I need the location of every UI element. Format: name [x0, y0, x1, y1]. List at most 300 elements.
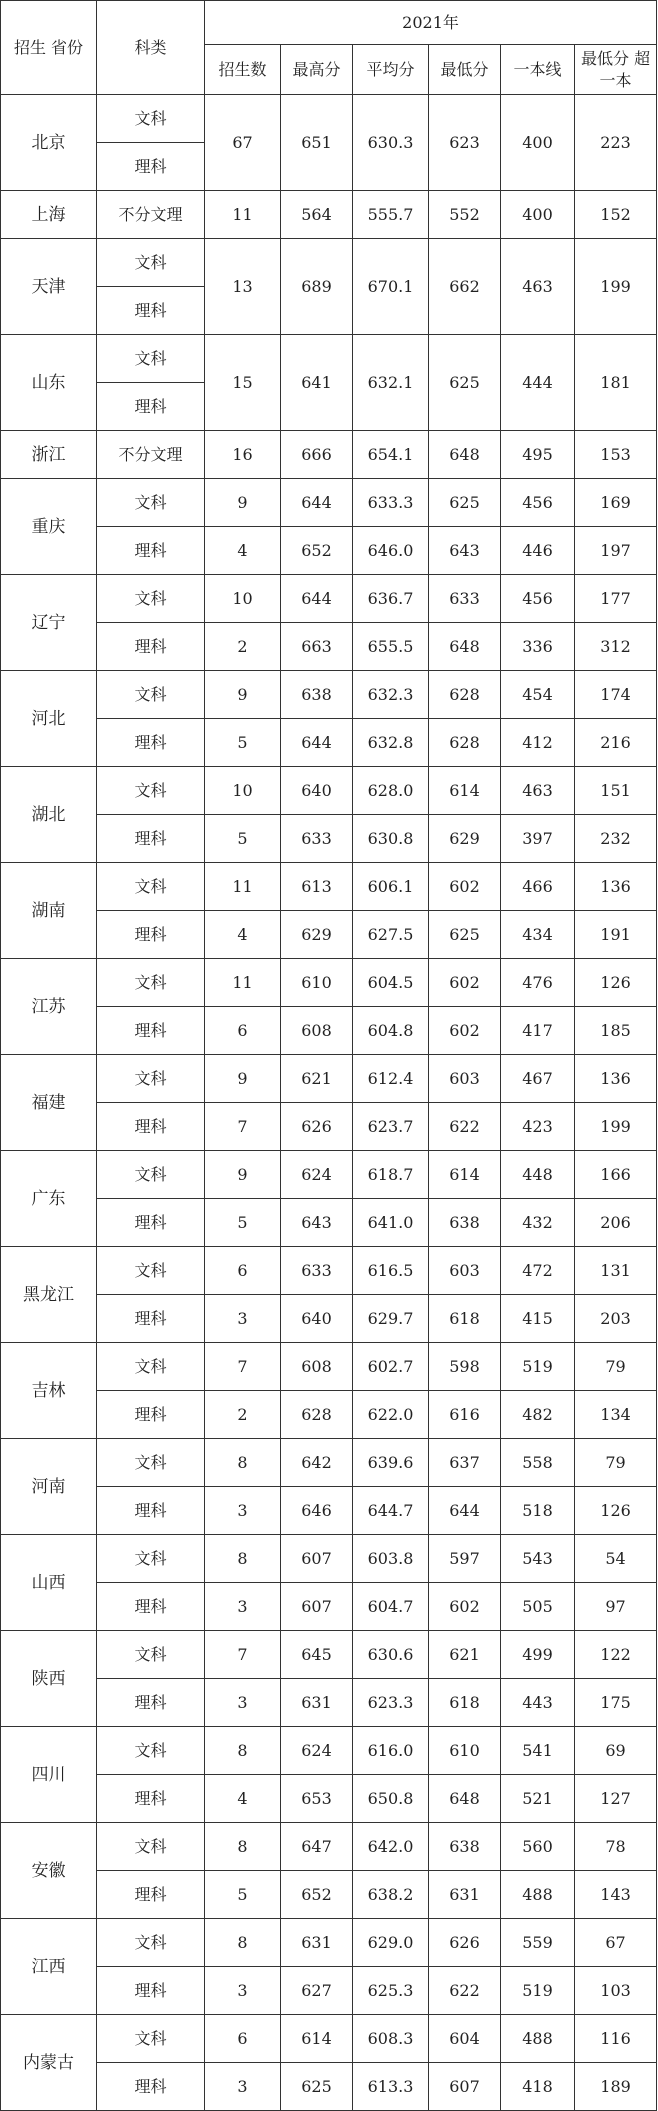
- category-cell: 文科: [97, 95, 205, 143]
- max-score-cell: 607: [281, 1583, 353, 1631]
- header-max-score: 最高分: [281, 45, 353, 95]
- avg-score-cell: 630.8: [353, 815, 429, 863]
- enrolled-cell: 3: [205, 1487, 281, 1535]
- enrolled-cell: 15: [205, 335, 281, 431]
- table-row: [1, 1439, 657, 1487]
- avg-score-cell: 630.3: [353, 95, 429, 191]
- table-row: [1, 1487, 657, 1535]
- enrolled-cell: 9: [205, 671, 281, 719]
- enrolled-cell: 8: [205, 1823, 281, 1871]
- tier1-line-cell: 456: [501, 575, 575, 623]
- tier1-line-cell: 521: [501, 1775, 575, 1823]
- avg-score-cell: 623.3: [353, 1679, 429, 1727]
- avg-score-cell: 604.7: [353, 1583, 429, 1631]
- tier1-line-cell: 412: [501, 719, 575, 767]
- province-cell: 河北: [1, 671, 97, 767]
- min-score-cell: 622: [429, 1103, 501, 1151]
- category-cell: 理科: [97, 719, 205, 767]
- enrolled-cell: 10: [205, 575, 281, 623]
- enrolled-cell: 7: [205, 1103, 281, 1151]
- category-cell: 文科: [97, 671, 205, 719]
- enrolled-cell: 9: [205, 479, 281, 527]
- table-row: [1, 1679, 657, 1727]
- avg-score-cell: 616.5: [353, 1247, 429, 1295]
- min-score-cell: 614: [429, 1151, 501, 1199]
- table-row: [1, 1295, 657, 1343]
- min-above-tier1-cell: 199: [575, 239, 657, 335]
- min-score-cell: 622: [429, 1967, 501, 2015]
- max-score-cell: 614: [281, 2015, 353, 2063]
- tier1-line-cell: 444: [501, 335, 575, 431]
- category-cell: 不分文理: [97, 191, 205, 239]
- tier1-line-cell: 463: [501, 767, 575, 815]
- min-score-cell: 602: [429, 1007, 501, 1055]
- province-cell: 浙江: [1, 431, 97, 479]
- category-cell: 理科: [97, 1007, 205, 1055]
- table-row: [1, 1583, 657, 1631]
- avg-score-cell: 632.1: [353, 335, 429, 431]
- min-above-tier1-cell: 116: [575, 2015, 657, 2063]
- enrolled-cell: 3: [205, 1583, 281, 1631]
- category-cell: 理科: [97, 1775, 205, 1823]
- province-cell: 湖南: [1, 863, 97, 959]
- province-cell: 北京: [1, 95, 97, 191]
- enrolled-cell: 11: [205, 191, 281, 239]
- category-cell: 文科: [97, 1151, 205, 1199]
- table-row: [1, 1919, 657, 1967]
- category-cell: 理科: [97, 527, 205, 575]
- max-score-cell: 644: [281, 479, 353, 527]
- max-score-cell: 624: [281, 1727, 353, 1775]
- min-above-tier1-cell: 131: [575, 1247, 657, 1295]
- avg-score-cell: 623.7: [353, 1103, 429, 1151]
- enrolled-cell: 7: [205, 1631, 281, 1679]
- enrolled-cell: 2: [205, 1391, 281, 1439]
- category-cell: 文科: [97, 1343, 205, 1391]
- category-cell: 文科: [97, 1055, 205, 1103]
- table-row: [1, 479, 657, 527]
- max-score-cell: 666: [281, 431, 353, 479]
- table-row: [1, 1103, 657, 1151]
- tier1-line-cell: 443: [501, 1679, 575, 1727]
- category-cell: 文科: [97, 767, 205, 815]
- min-above-tier1-cell: 169: [575, 479, 657, 527]
- avg-score-cell: 650.8: [353, 1775, 429, 1823]
- max-score-cell: 689: [281, 239, 353, 335]
- min-above-tier1-cell: 312: [575, 623, 657, 671]
- table-row: [1, 2015, 657, 2063]
- tier1-line-cell: 432: [501, 1199, 575, 1247]
- max-score-cell: 652: [281, 1871, 353, 1919]
- table-row: [1, 335, 657, 383]
- table-row: [1, 431, 657, 479]
- min-above-tier1-cell: 134: [575, 1391, 657, 1439]
- enrolled-cell: 6: [205, 2015, 281, 2063]
- min-above-tier1-cell: 97: [575, 1583, 657, 1631]
- avg-score-cell: 603.8: [353, 1535, 429, 1583]
- enrolled-cell: 8: [205, 1727, 281, 1775]
- min-above-tier1-cell: 122: [575, 1631, 657, 1679]
- tier1-line-cell: 482: [501, 1391, 575, 1439]
- max-score-cell: 646: [281, 1487, 353, 1535]
- max-score-cell: 631: [281, 1679, 353, 1727]
- min-score-cell: 625: [429, 911, 501, 959]
- table-row: [1, 575, 657, 623]
- tier1-line-cell: 466: [501, 863, 575, 911]
- category-cell: 文科: [97, 335, 205, 383]
- min-above-tier1-cell: 203: [575, 1295, 657, 1343]
- min-score-cell: 597: [429, 1535, 501, 1583]
- category-cell: 理科: [97, 1583, 205, 1631]
- table-row: [1, 191, 657, 239]
- min-above-tier1-cell: 174: [575, 671, 657, 719]
- province-cell: 辽宁: [1, 575, 97, 671]
- enrolled-cell: 67: [205, 95, 281, 191]
- min-score-cell: 621: [429, 1631, 501, 1679]
- table-row: [1, 719, 657, 767]
- max-score-cell: 645: [281, 1631, 353, 1679]
- tier1-line-cell: 519: [501, 1967, 575, 2015]
- min-score-cell: 633: [429, 575, 501, 623]
- table-row: [1, 815, 657, 863]
- avg-score-cell: 612.4: [353, 1055, 429, 1103]
- max-score-cell: 624: [281, 1151, 353, 1199]
- avg-score-cell: 555.7: [353, 191, 429, 239]
- table-row: [1, 1343, 657, 1391]
- enrolled-cell: 7: [205, 1343, 281, 1391]
- max-score-cell: 638: [281, 671, 353, 719]
- enrolled-cell: 9: [205, 1151, 281, 1199]
- min-above-tier1-cell: 153: [575, 431, 657, 479]
- max-score-cell: 629: [281, 911, 353, 959]
- min-score-cell: 614: [429, 767, 501, 815]
- min-above-tier1-cell: 54: [575, 1535, 657, 1583]
- tier1-line-cell: 418: [501, 2063, 575, 2111]
- min-above-tier1-cell: 126: [575, 959, 657, 1007]
- enrolled-cell: 6: [205, 1247, 281, 1295]
- min-above-tier1-cell: 126: [575, 1487, 657, 1535]
- header-year: 2021年: [205, 1, 657, 45]
- tier1-line-cell: 518: [501, 1487, 575, 1535]
- min-above-tier1-cell: 143: [575, 1871, 657, 1919]
- header-enrolled: 招生数: [205, 45, 281, 95]
- province-cell: 山西: [1, 1535, 97, 1631]
- min-score-cell: 610: [429, 1727, 501, 1775]
- enrolled-cell: 11: [205, 863, 281, 911]
- min-above-tier1-cell: 185: [575, 1007, 657, 1055]
- min-score-cell: 628: [429, 671, 501, 719]
- enrolled-cell: 16: [205, 431, 281, 479]
- province-cell: 重庆: [1, 479, 97, 575]
- max-score-cell: 628: [281, 1391, 353, 1439]
- enrolled-cell: 3: [205, 1295, 281, 1343]
- max-score-cell: 663: [281, 623, 353, 671]
- category-cell: 理科: [97, 383, 205, 431]
- enrolled-cell: 10: [205, 767, 281, 815]
- avg-score-cell: 654.1: [353, 431, 429, 479]
- province-cell: 天津: [1, 239, 97, 335]
- min-above-tier1-cell: 136: [575, 1055, 657, 1103]
- avg-score-cell: 629.0: [353, 1919, 429, 1967]
- province-cell: 江苏: [1, 959, 97, 1055]
- category-cell: 理科: [97, 1871, 205, 1919]
- category-cell: 理科: [97, 1967, 205, 2015]
- province-cell: 湖北: [1, 767, 97, 863]
- enrolled-cell: 3: [205, 2063, 281, 2111]
- tier1-line-cell: 446: [501, 527, 575, 575]
- category-cell: 文科: [97, 1727, 205, 1775]
- max-score-cell: 621: [281, 1055, 353, 1103]
- avg-score-cell: 646.0: [353, 527, 429, 575]
- min-above-tier1-cell: 216: [575, 719, 657, 767]
- min-score-cell: 638: [429, 1199, 501, 1247]
- min-score-cell: 638: [429, 1823, 501, 1871]
- category-cell: 文科: [97, 863, 205, 911]
- province-cell: 山东: [1, 335, 97, 431]
- avg-score-cell: 644.7: [353, 1487, 429, 1535]
- category-cell: 理科: [97, 143, 205, 191]
- table-row: [1, 1391, 657, 1439]
- min-above-tier1-cell: 127: [575, 1775, 657, 1823]
- max-score-cell: 608: [281, 1343, 353, 1391]
- avg-score-cell: 604.8: [353, 1007, 429, 1055]
- category-cell: 理科: [97, 1487, 205, 1535]
- min-above-tier1-cell: 79: [575, 1343, 657, 1391]
- min-score-cell: 631: [429, 1871, 501, 1919]
- max-score-cell: 633: [281, 815, 353, 863]
- tier1-line-cell: 434: [501, 911, 575, 959]
- min-above-tier1-cell: 191: [575, 911, 657, 959]
- max-score-cell: 610: [281, 959, 353, 1007]
- min-score-cell: 552: [429, 191, 501, 239]
- province-cell: 上海: [1, 191, 97, 239]
- min-score-cell: 644: [429, 1487, 501, 1535]
- header-min-score: 最低分: [429, 45, 501, 95]
- enrolled-cell: 8: [205, 1439, 281, 1487]
- category-cell: 文科: [97, 2015, 205, 2063]
- min-score-cell: 625: [429, 335, 501, 431]
- category-cell: 理科: [97, 287, 205, 335]
- category-cell: 理科: [97, 1391, 205, 1439]
- category-cell: 文科: [97, 1919, 205, 1967]
- max-score-cell: 653: [281, 1775, 353, 1823]
- avg-score-cell: 613.3: [353, 2063, 429, 2111]
- avg-score-cell: 633.3: [353, 479, 429, 527]
- header-min-above-tier1: 最低分 超一本: [575, 45, 657, 95]
- min-score-cell: 648: [429, 623, 501, 671]
- avg-score-cell: 606.1: [353, 863, 429, 911]
- max-score-cell: 652: [281, 527, 353, 575]
- table-row: [1, 767, 657, 815]
- min-score-cell: 637: [429, 1439, 501, 1487]
- tier1-line-cell: 505: [501, 1583, 575, 1631]
- category-cell: 理科: [97, 1103, 205, 1151]
- category-cell: 文科: [97, 1823, 205, 1871]
- enrolled-cell: 5: [205, 1871, 281, 1919]
- tier1-line-cell: 488: [501, 1871, 575, 1919]
- min-above-tier1-cell: 103: [575, 1967, 657, 2015]
- tier1-line-cell: 400: [501, 191, 575, 239]
- max-score-cell: 608: [281, 1007, 353, 1055]
- table-row: [1, 1007, 657, 1055]
- min-above-tier1-cell: 175: [575, 1679, 657, 1727]
- table-row: [1, 671, 657, 719]
- min-above-tier1-cell: 181: [575, 335, 657, 431]
- tier1-line-cell: 448: [501, 1151, 575, 1199]
- category-cell: 文科: [97, 1631, 205, 1679]
- table-row: [1, 1055, 657, 1103]
- table-row: [1, 959, 657, 1007]
- table-row: [1, 1631, 657, 1679]
- enrolled-cell: 5: [205, 1199, 281, 1247]
- avg-score-cell: 627.5: [353, 911, 429, 959]
- province-cell: 四川: [1, 1727, 97, 1823]
- enrolled-cell: 4: [205, 911, 281, 959]
- enrolled-cell: 9: [205, 1055, 281, 1103]
- max-score-cell: 564: [281, 191, 353, 239]
- table-row: [1, 1967, 657, 2015]
- tier1-line-cell: 423: [501, 1103, 575, 1151]
- max-score-cell: 641: [281, 335, 353, 431]
- header-avg-score: 平均分: [353, 45, 429, 95]
- header-province: 招生 省份: [1, 1, 97, 95]
- tier1-line-cell: 397: [501, 815, 575, 863]
- enrolled-cell: 2: [205, 623, 281, 671]
- tier1-line-cell: 467: [501, 1055, 575, 1103]
- tier1-line-cell: 476: [501, 959, 575, 1007]
- avg-score-cell: 618.7: [353, 1151, 429, 1199]
- enrolled-cell: 3: [205, 1679, 281, 1727]
- avg-score-cell: 670.1: [353, 239, 429, 335]
- min-score-cell: 602: [429, 1583, 501, 1631]
- table-row: [1, 1823, 657, 1871]
- max-score-cell: 644: [281, 575, 353, 623]
- min-score-cell: 618: [429, 1679, 501, 1727]
- enrolled-cell: 13: [205, 239, 281, 335]
- category-cell: 理科: [97, 1199, 205, 1247]
- tier1-line-cell: 543: [501, 1535, 575, 1583]
- category-cell: 理科: [97, 2063, 205, 2111]
- table-header: [1, 1, 657, 95]
- province-cell: 内蒙古: [1, 2015, 97, 2111]
- tier1-line-cell: 541: [501, 1727, 575, 1775]
- min-above-tier1-cell: 189: [575, 2063, 657, 2111]
- category-cell: 文科: [97, 239, 205, 287]
- tier1-line-cell: 456: [501, 479, 575, 527]
- tier1-line-cell: 454: [501, 671, 575, 719]
- min-above-tier1-cell: 78: [575, 1823, 657, 1871]
- min-score-cell: 648: [429, 431, 501, 479]
- avg-score-cell: 622.0: [353, 1391, 429, 1439]
- category-cell: 理科: [97, 1295, 205, 1343]
- min-score-cell: 602: [429, 959, 501, 1007]
- table-row: [1, 863, 657, 911]
- min-score-cell: 603: [429, 1055, 501, 1103]
- max-score-cell: 613: [281, 863, 353, 911]
- avg-score-cell: 636.7: [353, 575, 429, 623]
- table-row: [1, 1535, 657, 1583]
- enrolled-cell: 8: [205, 1535, 281, 1583]
- min-above-tier1-cell: 152: [575, 191, 657, 239]
- min-score-cell: 602: [429, 863, 501, 911]
- min-above-tier1-cell: 79: [575, 1439, 657, 1487]
- enrolled-cell: 6: [205, 1007, 281, 1055]
- avg-score-cell: 639.6: [353, 1439, 429, 1487]
- enrolled-cell: 5: [205, 719, 281, 767]
- table-row: [1, 239, 657, 287]
- min-score-cell: 648: [429, 1775, 501, 1823]
- avg-score-cell: 630.6: [353, 1631, 429, 1679]
- min-score-cell: 604: [429, 2015, 501, 2063]
- avg-score-cell: 604.5: [353, 959, 429, 1007]
- table-body: [1, 95, 657, 2111]
- max-score-cell: 631: [281, 1919, 353, 1967]
- tier1-line-cell: 472: [501, 1247, 575, 1295]
- category-cell: 文科: [97, 1535, 205, 1583]
- min-above-tier1-cell: 136: [575, 863, 657, 911]
- tier1-line-cell: 499: [501, 1631, 575, 1679]
- table-row: [1, 95, 657, 143]
- tier1-line-cell: 559: [501, 1919, 575, 1967]
- avg-score-cell: 642.0: [353, 1823, 429, 1871]
- tier1-line-cell: 560: [501, 1823, 575, 1871]
- avg-score-cell: 602.7: [353, 1343, 429, 1391]
- min-above-tier1-cell: 151: [575, 767, 657, 815]
- category-cell: 理科: [97, 911, 205, 959]
- max-score-cell: 643: [281, 1199, 353, 1247]
- enrolled-cell: 4: [205, 1775, 281, 1823]
- min-score-cell: 628: [429, 719, 501, 767]
- min-above-tier1-cell: 177: [575, 575, 657, 623]
- min-score-cell: 629: [429, 815, 501, 863]
- enrolled-cell: 4: [205, 527, 281, 575]
- min-above-tier1-cell: 166: [575, 1151, 657, 1199]
- tier1-line-cell: 488: [501, 2015, 575, 2063]
- max-score-cell: 627: [281, 1967, 353, 2015]
- category-cell: 理科: [97, 623, 205, 671]
- avg-score-cell: 616.0: [353, 1727, 429, 1775]
- avg-score-cell: 628.0: [353, 767, 429, 815]
- avg-score-cell: 655.5: [353, 623, 429, 671]
- province-cell: 陕西: [1, 1631, 97, 1727]
- table-row: [1, 623, 657, 671]
- avg-score-cell: 608.3: [353, 2015, 429, 2063]
- category-cell: 文科: [97, 575, 205, 623]
- avg-score-cell: 632.8: [353, 719, 429, 767]
- province-cell: 福建: [1, 1055, 97, 1151]
- max-score-cell: 651: [281, 95, 353, 191]
- min-score-cell: 598: [429, 1343, 501, 1391]
- tier1-line-cell: 519: [501, 1343, 575, 1391]
- category-cell: 文科: [97, 479, 205, 527]
- tier1-line-cell: 495: [501, 431, 575, 479]
- category-cell: 文科: [97, 1439, 205, 1487]
- min-above-tier1-cell: 223: [575, 95, 657, 191]
- min-above-tier1-cell: 199: [575, 1103, 657, 1151]
- min-score-cell: 625: [429, 479, 501, 527]
- min-above-tier1-cell: 206: [575, 1199, 657, 1247]
- tier1-line-cell: 463: [501, 239, 575, 335]
- max-score-cell: 626: [281, 1103, 353, 1151]
- header-tier1-line: 一本线: [501, 45, 575, 95]
- table-row: [1, 2063, 657, 2111]
- tier1-line-cell: 336: [501, 623, 575, 671]
- category-cell: 文科: [97, 959, 205, 1007]
- tier1-line-cell: 415: [501, 1295, 575, 1343]
- tier1-line-cell: 400: [501, 95, 575, 191]
- avg-score-cell: 632.3: [353, 671, 429, 719]
- table-row: [1, 1775, 657, 1823]
